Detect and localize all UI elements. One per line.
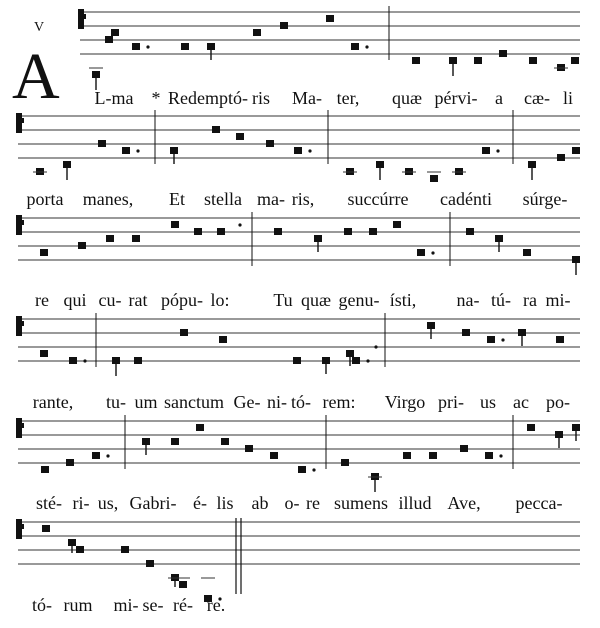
syllable: sté- [36, 493, 62, 513]
neume-punctum [487, 336, 495, 343]
neume-punctum [236, 133, 244, 140]
neume-punctum [427, 322, 435, 329]
syllable: quæ [300, 290, 332, 310]
neume-punctum [485, 452, 493, 459]
syllable: qui [63, 290, 87, 310]
c-clef-head [80, 14, 86, 19]
rhythm-dot [136, 149, 139, 152]
neume-punctum [170, 147, 178, 154]
neume-punctum [106, 235, 114, 242]
neume-punctum [121, 546, 129, 553]
neume-punctum [529, 57, 537, 64]
mode-marker: V [34, 20, 45, 35]
neume-punctum [219, 336, 227, 343]
syllable: tó- [291, 392, 311, 412]
syllable: tu- [106, 392, 126, 412]
syllable: ab [251, 493, 269, 513]
rhythm-dot [431, 251, 434, 254]
c-clef-head [18, 118, 24, 123]
c-clef-head [18, 524, 24, 529]
syllable: po- [546, 392, 570, 412]
rhythm-dot [308, 149, 311, 152]
neume-punctum [134, 357, 142, 364]
neume-punctum [351, 43, 359, 50]
neume-punctum [40, 249, 48, 256]
neume-punctum [474, 57, 482, 64]
neume-punctum [403, 452, 411, 459]
neume-punctum [112, 357, 120, 364]
neume-punctum [274, 228, 282, 235]
neume-punctum [63, 161, 71, 168]
rhythm-dot [83, 359, 86, 362]
neume-punctum [466, 228, 474, 235]
syllable: sanctum [164, 392, 224, 412]
neume-punctum [298, 466, 306, 473]
neume-punctum [40, 350, 48, 357]
syllable: Tu [273, 290, 293, 310]
syllable: Gabri- [129, 493, 177, 513]
syllable: cu- [98, 290, 122, 310]
rhythm-dot [146, 45, 149, 48]
syllable: stella [204, 189, 242, 209]
neume-punctum [482, 147, 490, 154]
syllable: ris, [291, 189, 315, 209]
neume-punctum [98, 140, 106, 147]
syllable: ni- [267, 392, 287, 412]
neume-punctum [217, 228, 225, 235]
rhythm-dot [312, 468, 315, 471]
rhythm-dot [365, 45, 368, 48]
syllable: rante, [32, 392, 74, 412]
syllable: ac [513, 392, 529, 412]
neume-punctum [322, 357, 330, 364]
neume-punctum [393, 221, 401, 228]
syllable: us [479, 392, 497, 412]
syllable: se- [142, 595, 164, 615]
neume-punctum [78, 242, 86, 249]
neume-punctum [495, 235, 503, 242]
syllable: na- [456, 290, 480, 310]
neume-punctum [41, 466, 49, 473]
neume-punctum [449, 57, 457, 64]
syllable: ra [523, 290, 537, 310]
neume-punctum [146, 560, 154, 567]
neume-punctum [207, 43, 215, 50]
rhythm-dot [238, 223, 241, 226]
syllable: a [495, 88, 503, 108]
neume-punctum [294, 147, 302, 154]
syllable: Virgo [384, 392, 426, 412]
syllable: illud [398, 493, 432, 513]
neume-punctum [344, 228, 352, 235]
syllable: é- [193, 493, 207, 513]
neume-punctum [76, 546, 84, 553]
syllable: o- [284, 493, 300, 513]
neume-punctum [68, 539, 76, 546]
neume-punctum [523, 249, 531, 256]
syllable: mi- [113, 595, 139, 615]
syllable: ré- [173, 595, 193, 615]
neume-punctum [369, 228, 377, 235]
c-clef-head [18, 423, 24, 428]
neume-punctum [376, 161, 384, 168]
syllable: súrge- [522, 189, 568, 209]
syllable: ma- [257, 189, 285, 209]
neume-punctum [346, 350, 354, 357]
neume-punctum [66, 459, 74, 466]
neume-punctum [557, 154, 565, 161]
neume-punctum [518, 329, 526, 336]
rhythm-dot [366, 359, 369, 362]
neume-punctum [429, 452, 437, 459]
syllable: Redemptó- [168, 88, 248, 108]
syllable: um [134, 392, 158, 412]
neume-punctum [171, 438, 179, 445]
syllable: re [35, 290, 49, 310]
neume-punctum [280, 22, 288, 29]
syllable: re [306, 493, 320, 513]
rhythm-dot [374, 345, 377, 348]
syllable: tó- [32, 595, 52, 615]
neume-punctum [132, 235, 140, 242]
neume-punctum [221, 438, 229, 445]
neume-punctum [171, 221, 179, 228]
neume-punctum [266, 140, 274, 147]
neume-punctum [69, 357, 77, 364]
syllable: rat [128, 290, 148, 310]
syllable: Et [169, 189, 185, 209]
c-clef-head [18, 321, 24, 326]
syllable: L-ma [94, 88, 134, 108]
syllable: porta [26, 189, 64, 209]
syllable: ri- [72, 493, 90, 513]
syllable: pecca- [515, 493, 563, 513]
neume-punctum [572, 147, 580, 154]
syllable: * [151, 88, 161, 108]
neume-punctum [293, 357, 301, 364]
neume-punctum [460, 445, 468, 452]
neume-punctum [499, 50, 507, 57]
syllable: ísti, [389, 290, 417, 310]
syllable: us, [97, 493, 119, 513]
rhythm-dot [496, 149, 499, 152]
syllable: mi- [545, 290, 571, 310]
syllable: cæ- [524, 88, 550, 108]
syllable: pérvi- [434, 88, 478, 108]
neume-punctum [181, 43, 189, 50]
neume-punctum [352, 357, 360, 364]
neume-punctum [92, 452, 100, 459]
neume-punctum [555, 431, 563, 438]
syllable: ter, [336, 88, 360, 108]
rhythm-dot [501, 338, 504, 341]
neume-punctum [341, 459, 349, 466]
neume-punctum [122, 147, 130, 154]
neume-punctum [527, 424, 535, 431]
neume-punctum [430, 175, 438, 182]
neume-punctum [179, 581, 187, 588]
syllable: ris [252, 88, 270, 108]
neume-punctum [245, 445, 253, 452]
neume-punctum [314, 235, 322, 242]
neume-punctum [42, 525, 50, 532]
rhythm-dot [106, 454, 109, 457]
neume-punctum [462, 329, 470, 336]
syllable: lo: [210, 290, 230, 310]
syllable: rum [63, 595, 93, 615]
neume-punctum [212, 126, 220, 133]
neume-punctum [132, 43, 140, 50]
neume-punctum [412, 57, 420, 64]
initial-letter: A [12, 40, 60, 113]
syllable: succúrre [347, 189, 409, 209]
syllable: cadénti [440, 189, 492, 209]
syllable: Ge- [233, 392, 261, 412]
neume-punctum [92, 71, 100, 78]
syllable: rem: [322, 392, 356, 412]
neume-punctum [142, 438, 150, 445]
neume-punctum [528, 161, 536, 168]
syllable: Ma- [292, 88, 322, 108]
neume-punctum [571, 57, 579, 64]
neume-punctum [270, 452, 278, 459]
neume-punctum [417, 249, 425, 256]
syllable: manes, [82, 189, 134, 209]
syllable: re. [206, 595, 226, 615]
syllable: tú- [491, 290, 511, 310]
neume-punctum [105, 36, 113, 43]
syllable: sumens [334, 493, 388, 513]
neume-punctum [556, 336, 564, 343]
neume-punctum [253, 29, 261, 36]
neume-punctum [194, 228, 202, 235]
neume-punctum [572, 424, 580, 431]
syllable: genu- [338, 290, 380, 310]
syllable: lis [216, 493, 234, 513]
neume-punctum [180, 329, 188, 336]
rhythm-dot [499, 454, 502, 457]
syllable: pri- [438, 392, 464, 412]
c-clef-head [18, 220, 24, 225]
syllable: Ave, [447, 493, 481, 513]
syllable: pópu- [161, 290, 203, 310]
neume-punctum [572, 256, 580, 263]
neume-punctum [111, 29, 119, 36]
neume-punctum [196, 424, 204, 431]
syllable: quæ [391, 88, 423, 108]
syllable: li [562, 88, 574, 108]
neume-punctum [326, 15, 334, 22]
